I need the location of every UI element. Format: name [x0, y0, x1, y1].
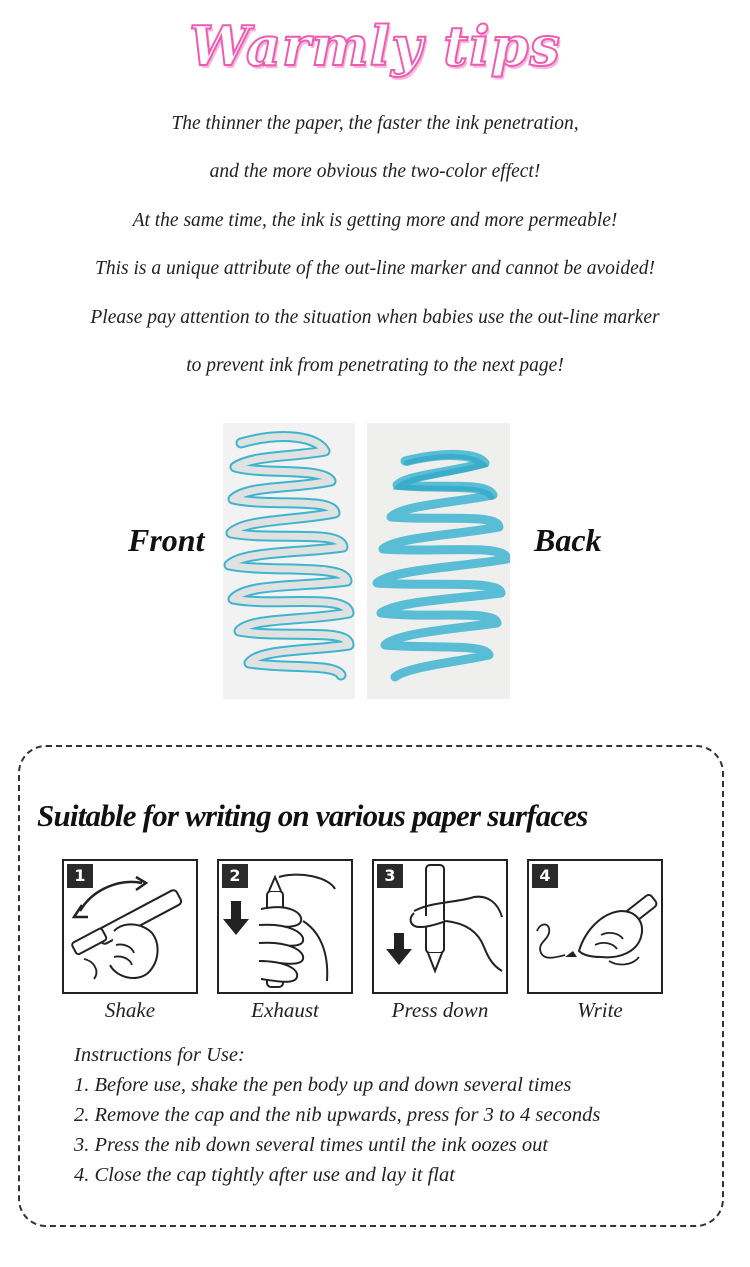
back-label: Back — [534, 522, 602, 558]
tip-line: This is a unique attribute of the out-line marker and cannot be avoided! — [94, 258, 655, 280]
instruction-item: 3. Press the nib down several times until the ink oozes out — [74, 1134, 549, 1156]
step-number: 2 — [222, 864, 248, 888]
step-number: 4 — [532, 864, 558, 888]
front-ink-photo — [223, 423, 355, 699]
step-label-shake: Shake — [104, 998, 156, 1022]
tip-line: to prevent ink from penetrating to the next page! — [186, 354, 564, 376]
step-label-exhaust: Exhaust — [251, 998, 319, 1022]
back-ink-photo — [367, 423, 510, 699]
step-label-write: Write — [577, 998, 623, 1022]
outline-scribble-icon — [223, 423, 355, 699]
step-number: 1 — [67, 864, 93, 888]
instruction-item: 4. Close the cap tightly after use and lay it flat — [74, 1164, 455, 1186]
instructions-block — [74, 1040, 600, 1190]
step-press-down-panel — [372, 859, 508, 994]
instruction-item: 1. Before use, shake the pen body up and down several times — [74, 1074, 572, 1096]
bleed-through-scribble-icon — [367, 423, 510, 699]
step-shake-panel — [62, 859, 198, 994]
step-exhaust-panel — [217, 859, 353, 994]
tip-line: and the more obvious the two-color effect! — [209, 161, 541, 183]
front-label: Front — [128, 522, 205, 558]
tips-text — [0, 104, 750, 394]
shake-hand-icon — [64, 861, 196, 992]
instructions-title: Instructions for Use: — [74, 1044, 245, 1066]
step-label-press-down: Press down — [391, 998, 489, 1022]
step-number: 3 — [377, 864, 403, 888]
page-title: Warmly tips — [189, 14, 561, 78]
tip-line: Please pay attention to the situation when babies use the out-line marker — [90, 306, 660, 328]
step-write-panel — [527, 859, 663, 994]
press-nib-up-icon — [219, 861, 351, 992]
instruction-item: 2. Remove the cap and the nib upwards, press for 3 to 4 seconds — [74, 1104, 601, 1126]
press-down-icon — [374, 861, 506, 992]
tip-line: At the same time, the ink is getting more and more permeable! — [132, 209, 618, 231]
tip-line: The thinner the paper, the faster the ink penetration, — [171, 113, 579, 134]
usage-heading: Suitable for writing on various paper surfaces — [37, 798, 588, 833]
writing-hand-icon — [529, 861, 661, 992]
